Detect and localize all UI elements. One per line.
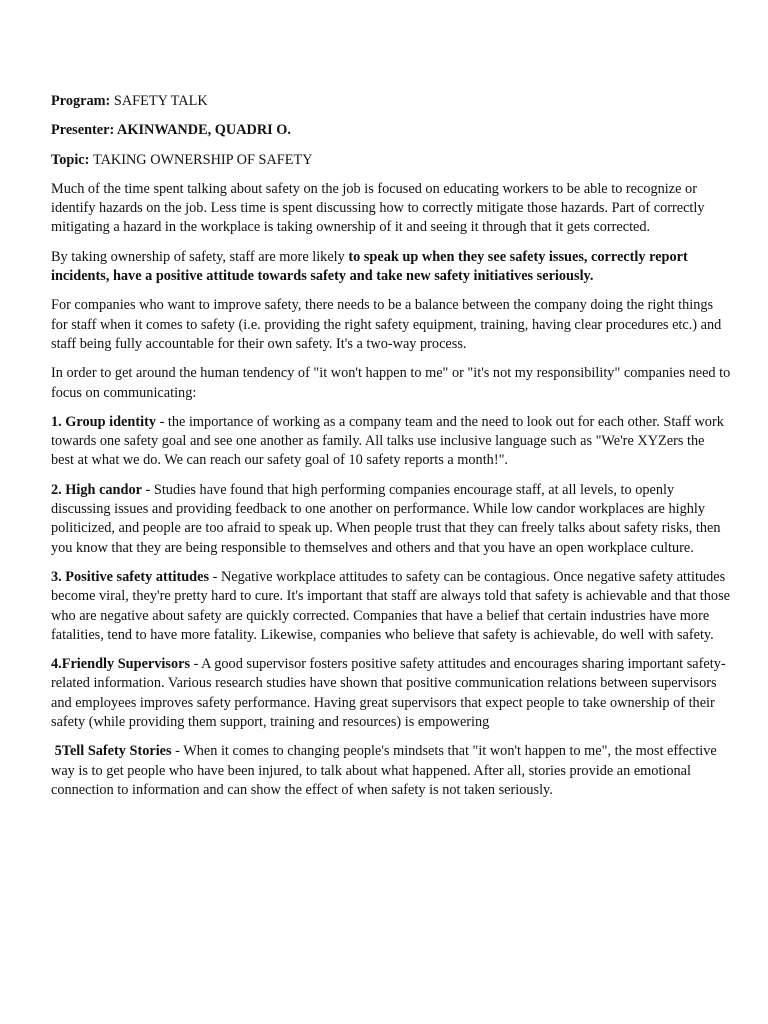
list-item [51,481,731,558]
list-item [51,655,731,732]
list-item-title: 5Tell Safety Stories [51,743,172,760]
list-item-title: 2. High candor [51,481,142,498]
document-page [51,92,731,810]
list-item-text: - the importance of working as a company team and the need to look out for each other. Staff work towards one safety goal and see one another as family. All talks use inclusive language such as "We're XYZers the best at what we do. We can reach our safety goal of 10 safety reports a month!". [51,413,724,469]
communication-paragraph: In order to get around the human tendency of "it won't happen to me" or "it's not my responsibility" companies need to focus on communicating: [51,365,731,401]
list-item-text: - A good supervisor fosters positive safety attitudes and encourages sharing important safety-related information. Various research studies have shown that positive communication relations between supervisors and employees improves safety performance. Having great supervisors that expect people to take ownership of their safety (while providing them support, training and resources) is empowering [51,656,726,731]
program-label: Program: [51,93,111,109]
presenter-line [51,121,731,140]
intro-paragraph: Much of the time spent talking about safety on the job is focused on educating workers to be able to recognize or identify hazards on the job. Less time is spent discussing how to correctly mitigate those hazards. Part of correctly mitigating a hazard in the workplace is taking ownership of it and seeing it through that it gets corrected. [51,180,705,236]
list-item [51,568,731,645]
topic-line [51,151,731,170]
list-item-text: - Negative workplace attitudes to safety can be contagious. Once negative safety attitudes become viral, they're pretty hard to cure. It's important that staff are always told that safety is achievable and that those who are negative about safety are quickly corrected. Companies that have a belief that certain industries have more fatalities, tend to have more fatality. Likewise, companies who believe that safety is achievable, do well with safety. [51,568,730,643]
list-item-title: 3. Positive safety attitudes [51,568,210,585]
list-item-title: 1. Group identity [51,413,156,430]
ownership-bold-text: to speak up when they see safety issues, correctly report incidents, have a positive attitude towards safety and take new safety initiatives seriously. [51,248,688,285]
list-item [51,742,731,800]
topic-value: TAKING OWNERSHIP OF SAFETY [92,151,313,168]
list-item-text: - Studies have found that high performing companies encourage staff, at all levels, to openly discussing issues and providing feedback to one another on performance. While low candor workplaces are highly politicized, and people are too afraid to speak up. When people trust that they can freely talks about safety risks, then you know that they are being responsible to themselves and others and that you have an open workplace culture. [51,481,721,556]
list-item-text: - When it comes to changing people's mindsets that "it won't happen to me", the most effective way is to get people who have been injured, to talk about what happened. After all, stories provide an emotional connection to information and can show the effect of when safety is not taken seriously. [51,743,717,798]
ownership-text: By taking ownership of safety, staff are more likely [51,248,349,265]
program-line [51,92,731,111]
presenter-label: Presenter: [51,122,115,139]
ownership-paragraph [51,248,731,287]
list-item-title: 4.Friendly Supervisors [51,656,191,673]
topic-label: Topic: [51,151,90,168]
list-item [51,413,731,471]
presenter-value: AKINWANDE, QUADRI O. [117,122,292,139]
balance-paragraph: For companies who want to improve safety, there needs to be a balance between the company doing the right things for staff when it comes to safety (i.e. providing the right safety equipment, training, having clear procedures etc.) and staff being fully accountable for their own safety. It's a two-way process. [51,297,722,352]
program-value: SAFETY TALK [113,93,208,109]
